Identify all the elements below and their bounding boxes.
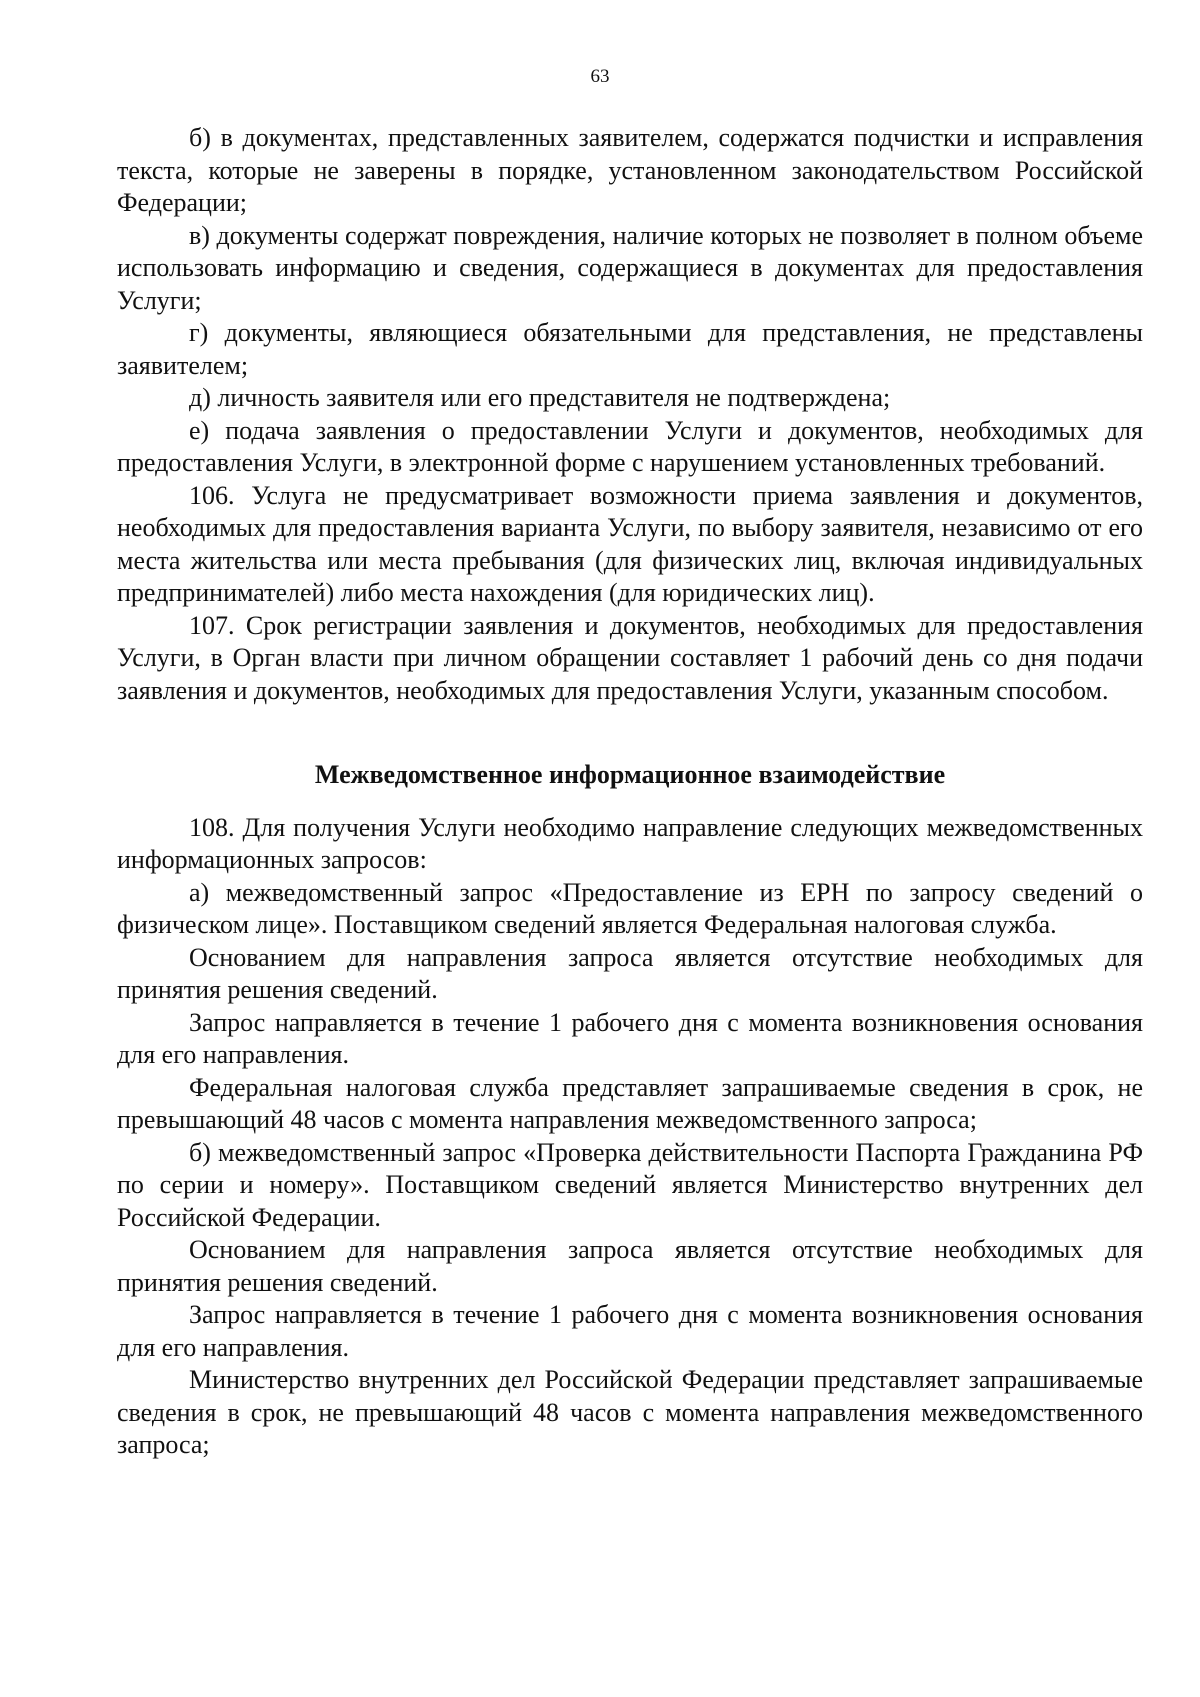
paragraph-request-b-basis: Основанием для направления запроса является отсутствие необходимых для принятия решения сведений. — [117, 1235, 1143, 1297]
paragraph-item-b-corrections: б) в документах, представленных заявителем, содержатся подчистки и исправления текста, которые не заверены в порядке, установленном законодательством Российской Федерации; — [117, 123, 1143, 217]
page-number: 63 — [590, 66, 610, 87]
paragraph-request-a-timing: Запрос направляется в течение 1 рабочего дня с момента возникновения основания для его направления. — [117, 1007, 1143, 1069]
paragraph-request-b: б) межведомственный запрос «Проверка действительности Паспорта Гражданина РФ по серии и номеру». Поставщиком сведений является Министерство внутренних дел Российской Федерации. — [117, 1137, 1143, 1232]
paragraph-item-e-electronic-form: е) подача заявления о предоставлении Услуги и документов, необходимых для предоставления Услуги, в электронной форме с нарушением установленных требований. — [117, 415, 1143, 477]
section-heading: Межведомственное информационное взаимодействие — [314, 760, 946, 789]
document-body — [117, 122, 1143, 1462]
paragraph-request-a-response: Федеральная налоговая служба представляет запрашиваемые сведения в срок, не превышающий 48 часов с момента направления межведомственного запроса; — [117, 1072, 1143, 1134]
paragraph-106: 106. Услуга не предусматривает возможности приема заявления и документов, необходимых для предоставления варианта Услуги, по выбору заявителя, независимо от его места жительства или места пребывания (для физических лиц, включая индивидуальных предпринимателей) либо места нахождения (для юридических лиц). — [117, 480, 1143, 607]
paragraph-item-d-identity: д) личность заявителя или его представителя не подтверждена; — [189, 383, 891, 412]
paragraph-request-b-response: Министерство внутренних дел Российской Федерации представляет запрашиваемые сведения в срок, не превышающий 48 часов с момента направления межведомственного запроса; — [117, 1365, 1143, 1459]
paragraph-request-b-timing: Запрос направляется в течение 1 рабочего дня с момента возникновения основания для его направления. — [117, 1300, 1143, 1362]
paragraph-request-a: а) межведомственный запрос «Предоставление из ЕРН по запросу сведений о физическом лице». Поставщиком сведений является Федеральная налоговая служба. — [117, 877, 1143, 939]
paragraph-108: 108. Для получения Услуги необходимо направление следующих межведомственных информационных запросов: — [117, 812, 1143, 874]
paragraph-request-a-basis: Основанием для направления запроса является отсутствие необходимых для принятия решения сведений. — [117, 942, 1143, 1004]
paragraph-item-v-damage: в) документы содержат повреждения, наличие которых не позволяет в полном объеме использовать информацию и сведения, содержащиеся в документах для предоставления Услуги; — [117, 220, 1143, 315]
paragraph-item-g-missing-documents: г) документы, являющиеся обязательными для представления, не представлены заявителем; — [117, 318, 1143, 380]
paragraph-107: 107. Срок регистрации заявления и документов, необходимых для предоставления Услуги, в Орган власти при личном обращении составляет 1 рабочий день со дня подачи заявления и документов, необходимых для предоставления Услуги, указанным способом. — [117, 610, 1143, 705]
